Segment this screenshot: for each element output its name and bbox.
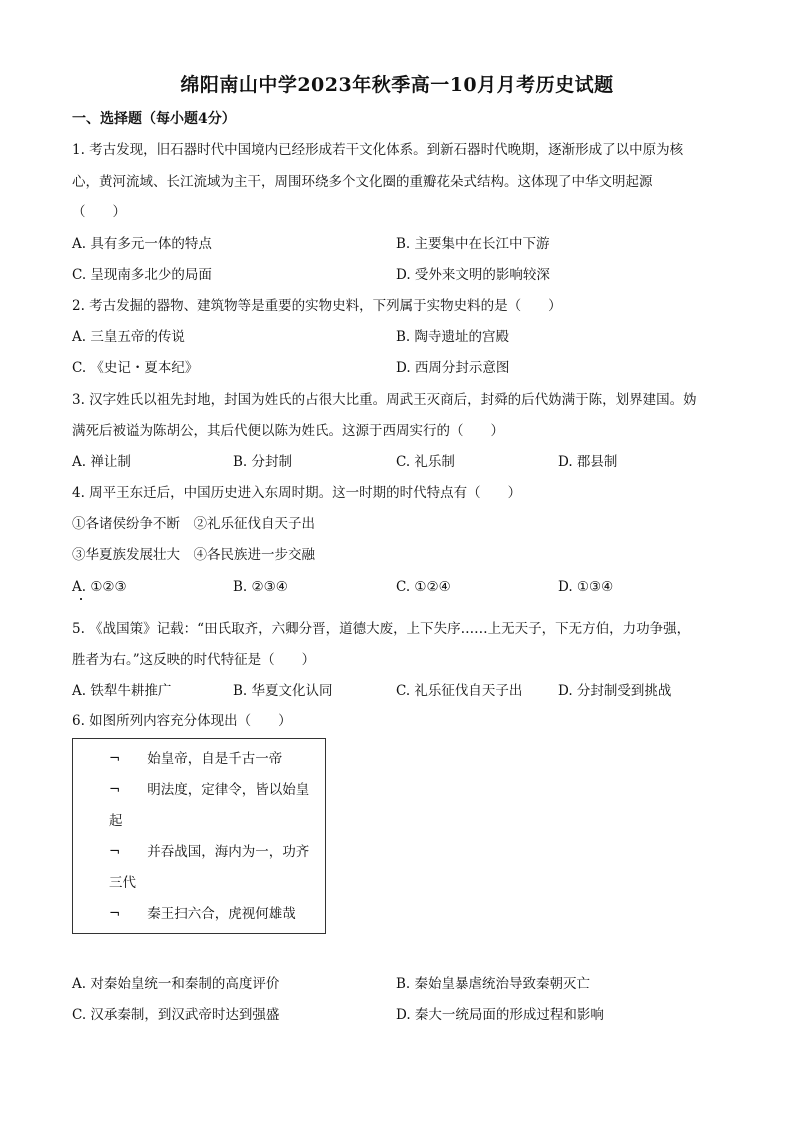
q6-stem-line-1: 6. 如图所列内容充分体现出（ ） [72, 713, 292, 729]
q3-option-b: B. 分封制 [233, 454, 293, 470]
q5-stem-line-1: 5. 《战国策》记载：“田氏取齐，六卿分晋，道德大废，上下失序……上无天子，下无方伯，力功争强， [72, 621, 691, 637]
q3-option-c: C. 礼乐制 [396, 454, 455, 470]
q5-stem-line-2: 胜者为右。”这反映的时代特征是（ ） [72, 652, 316, 668]
q5-option-d: D. 分封制受到挑战 [558, 683, 672, 699]
q3-stem-line-2: 满死后被谥为陈胡公，其后代便以陈为姓氏。这源于西周实行的（ ） [72, 423, 504, 439]
quote-line-6: ¬ 秦王扫六合，虎视何雄哉 [109, 906, 296, 922]
q1-option-d: D. 受外来文明的影响较深 [396, 267, 550, 283]
q1-stem-line-2: 心，黄河流域、长江流域为主干，周围环绕多个文化圈的重瓣花朵式结构。这体现了中华文明起源 [72, 174, 653, 190]
q1-option-b: B. 主要集中在长江中下游 [396, 236, 550, 252]
q3-option-a: A. 禅让制 [72, 454, 131, 470]
q4-statement-line-2: ③华夏族发展壮大 ④各民族进一步交融 [72, 547, 315, 563]
q5-option-a: A. 铁犁牛耕推广 [72, 683, 172, 699]
quote-line-1: ¬ 始皇帝，自是千古一帝 [109, 751, 283, 767]
q6-option-d: D. 秦大一统局面的形成过程和影响 [396, 1007, 604, 1023]
q6-option-a: A. 对秦始皇统一和秦制的高度评价 [72, 976, 280, 992]
q6-option-b: B. 秦始皇暴虐统治导致秦朝灭亡 [396, 976, 591, 992]
q4-stem-line-1: 4. 周平王东迁后，中国历史进入东周时期。这一时期的时代特点有（ ） [72, 485, 522, 501]
q4-statement-line-1: ①各诸侯纷争不断 ②礼乐征伐自天子出 [72, 516, 315, 532]
stray-dot [80, 598, 82, 600]
q3-option-d: D. 郡县制 [558, 454, 618, 470]
q4-option-c: C. ①②④ [396, 579, 451, 595]
q1-option-c: C. 呈现南多北少的局面 [72, 267, 212, 283]
q4-option-d: D. ①③④ [558, 579, 614, 595]
quote-line-2: ¬ 明法度，定律令，皆以始皇 [109, 782, 310, 798]
q4-option-a: A. ①②③ [72, 579, 127, 595]
exam-title: 绵阳南山中学2023年秋季高一10月月考历史试题 [180, 74, 614, 96]
q2-option-a: A. 三皇五帝的传说 [72, 329, 185, 345]
section-heading: 一、选择题（每小题4分） [72, 111, 236, 127]
q1-option-a: A. 具有多元一体的特点 [72, 236, 212, 252]
quote-box [72, 738, 326, 934]
quote-line-5: 三代 [109, 875, 136, 891]
q6-option-c: C. 汉承秦制，到汉武帝时达到强盛 [72, 1007, 280, 1023]
q3-stem-line-1: 3. 汉字姓氏以祖先封地，封国为姓氏的占很大比重。周武王灭商后，封舜的后代妫满于陈，划界建国。妫 [72, 392, 697, 408]
q2-stem-line-1: 2. 考古发掘的器物、建筑物等是重要的实物史料，下列属于实物史料的是（ ） [72, 298, 562, 314]
q4-option-b: B. ②③④ [233, 579, 288, 595]
q2-option-b: B. 陶寺遗址的宫殿 [396, 329, 510, 345]
q1-stem-line-3: （ ） [72, 204, 126, 220]
q5-option-b: B. 华夏文化认同 [233, 683, 333, 699]
q1-stem-line-1: 1. 考古发现，旧石器时代中国境内已经形成若干文化体系。到新石器时代晚期，逐渐形成了以中原为核 [72, 142, 684, 158]
q2-option-d: D. 西周分封示意图 [396, 360, 510, 376]
q2-option-c: C. 《史记・夏本纪》 [72, 360, 199, 376]
quote-line-3: 起 [109, 813, 123, 829]
q5-option-c: C. 礼乐征伐自天子出 [396, 683, 523, 699]
quote-line-4: ¬ 并吞战国，海内为一，功齐 [109, 844, 310, 860]
